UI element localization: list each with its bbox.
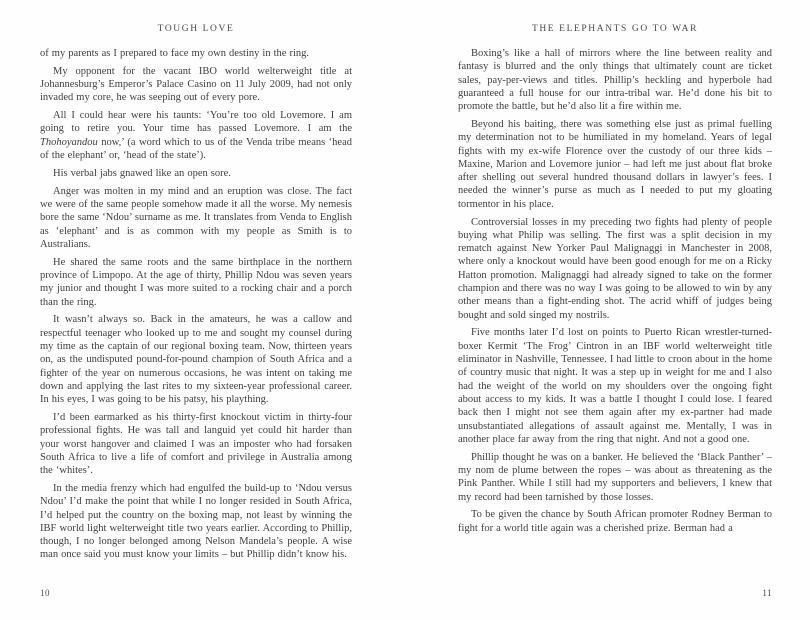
paragraph	[40, 256, 352, 309]
text-run: All I could hear were his taunts: ‘You’re too old Lovemore. I am going to retire you. Your time has passed Lovemore. I am the	[40, 110, 352, 135]
paragraph	[40, 482, 352, 562]
right-running-header: THE ELEPHANTS GO TO WAR	[531, 24, 699, 34]
paragraph	[458, 118, 772, 211]
text-run: Boxing’s like a hall of mirrors where the line between reality and fantasy is blurred and the only things that ultimately count are ticket sales, pay-per-views and titles. Phillip’s heckling and hyperbole had guaranteed a full house for our intra-tribal war. He’d done his bit to promote the battle, but he’d also lit a fire within me.	[458, 48, 772, 113]
paragraph	[458, 326, 772, 446]
left-running-header: TOUGH LOVE	[157, 24, 235, 34]
text-run: I’d been earmarked as his thirty-first knockout victim in thirty-four professional fights. He was tall and languid yet could hit harder than your worst hangover and claimed I was an imposter who had forsaken South Africa to live a life of comfort and privilege in Australia among the ‘whites’.	[40, 411, 352, 477]
paragraph	[40, 185, 352, 251]
text-run: His verbal jabs gnawed like an open sore.	[53, 167, 231, 179]
text-run: Controversial losses in my preceding two fights had plenty of people buying what Philip was selling. The first was a split decision in my rematch against New Yorker Paul Malignaggi in Manchester in 2008, where only a knockout would have been good enough for me on a Ricky Hatton promotion. Malignaggi had already signed to take on the former champion and there was no way I was going to be allowed to win by any other means than a fight-ending shot. The acrid whiff of judges being bought and sold singed my nostrils.	[458, 216, 772, 321]
paragraph	[458, 451, 772, 504]
text-run: Beyond his baiting, there was something else just as primal fuelling my determination not to be humiliated in my homeland. Years of legal fights with my ex-wife Florence over the custody of our three kids – Maxine, Marion and Lovemore junior – had left me just about flat broke after shelling out several hundred thousand dollars in lawyer’s fees. I needed the winner’s purse as much as I needed to put my gloating tormentor in his place.	[458, 118, 772, 210]
paragraph	[458, 508, 772, 535]
text-run: My opponent for the vacant IBO world welterweight title at Johannesburg’s Emperor’s Palace Casino on 11 July 2009, had not only invaded my core, he was seeping out of every pore.	[40, 65, 352, 104]
left-page-number: 10	[40, 588, 50, 598]
text-run: In the media frenzy which had engulfed the build-up to ‘Ndou versus Ndou’ I’d make the point that while I no longer resided in South Africa, I’d helped put the country on the boxing map, not least by winning the IBF world light welterweight title two years earlier. According to Phillip, though, I no longer belonged among Nelson Mandela’s people. A wise man once said you must know your limits – but Phillip didn’t know his.	[40, 482, 352, 561]
paragraph	[458, 47, 772, 113]
text-run: It wasn’t always so. Back in the amateurs, he was a callow and respectful teenager who looked up to me and sought my counsel during my time as the captain of our regional boxing team. Now, thirteen years on, as the undisputed pound-for-pound champion of South Africa and a fighter of the year on numerous occasions, he was intent on taking me down and applying the last rites to my sixteen-year professional career. In his eyes, I was going to be his patsy, his plaything.	[40, 314, 352, 406]
text-run: To be given the chance by South African promoter Rodney Berman to fight for a world title again was a cherished prize. Berman had a	[458, 509, 772, 534]
text-run: Anger was molten in my mind and an eruption was close. The fact we were of the same people somehow made it all the worse. My nemesis bore the same ‘Ndou’ surname as me. It translates from Venda to English as ‘elephant’ and is as common with my people as Smith is to Australians.	[40, 185, 352, 250]
right-page-body	[458, 47, 772, 580]
paragraph	[40, 109, 352, 162]
left-page-body	[40, 47, 352, 580]
right-page	[405, 0, 810, 620]
right-page-number: 11	[762, 588, 772, 598]
text-run: now,’ (a word which to us of the Venda tribe means ‘head of the elephant’ or, ‘head of the state’).	[40, 136, 352, 162]
paragraph	[40, 313, 352, 406]
text-run: Phillip thought he was on a banker. He believed the ‘Black Panther’ – my nom de plume between the ropes – was about as threatening as the Pink Panther. While I still had my supporters and believers, I knew that my record had been tarnished by those losses.	[458, 451, 772, 503]
paragraph	[40, 167, 352, 180]
paragraph	[40, 411, 352, 477]
text-run: He shared the same roots and the same birthplace in the northern province of Limpopo. At the age of thirty, Phillip Ndou was seven years my junior and thought I was more suited to a rocking chair and a porch than the ring.	[40, 256, 352, 308]
italic-text-run: Thohoyandou	[40, 136, 98, 148]
text-run: of my parents as I prepared to face my own destiny in the ring.	[40, 48, 310, 59]
paragraph	[40, 47, 352, 60]
paragraph	[40, 65, 352, 105]
paragraph	[458, 216, 772, 322]
text-run: Five months later I’d lost on points to Puerto Rican wrestler-turned-boxer Kermit ‘The Frog’ Cintron in an IBF world welterweight title eliminator in Nashville, Tennessee. I had little to croon about in the home of country music that night. It was a step up in weight for me and I also had the weight of the world on my shoulders over the ongoing fight about access to my kids. It was a battle I thought I could lose. I feared back then I might not see them again after my ex-partner had made unsubstantiated allegations of assault against me. Mentally, I was in another place far away from the ring that night. And not a good one.	[458, 327, 772, 445]
